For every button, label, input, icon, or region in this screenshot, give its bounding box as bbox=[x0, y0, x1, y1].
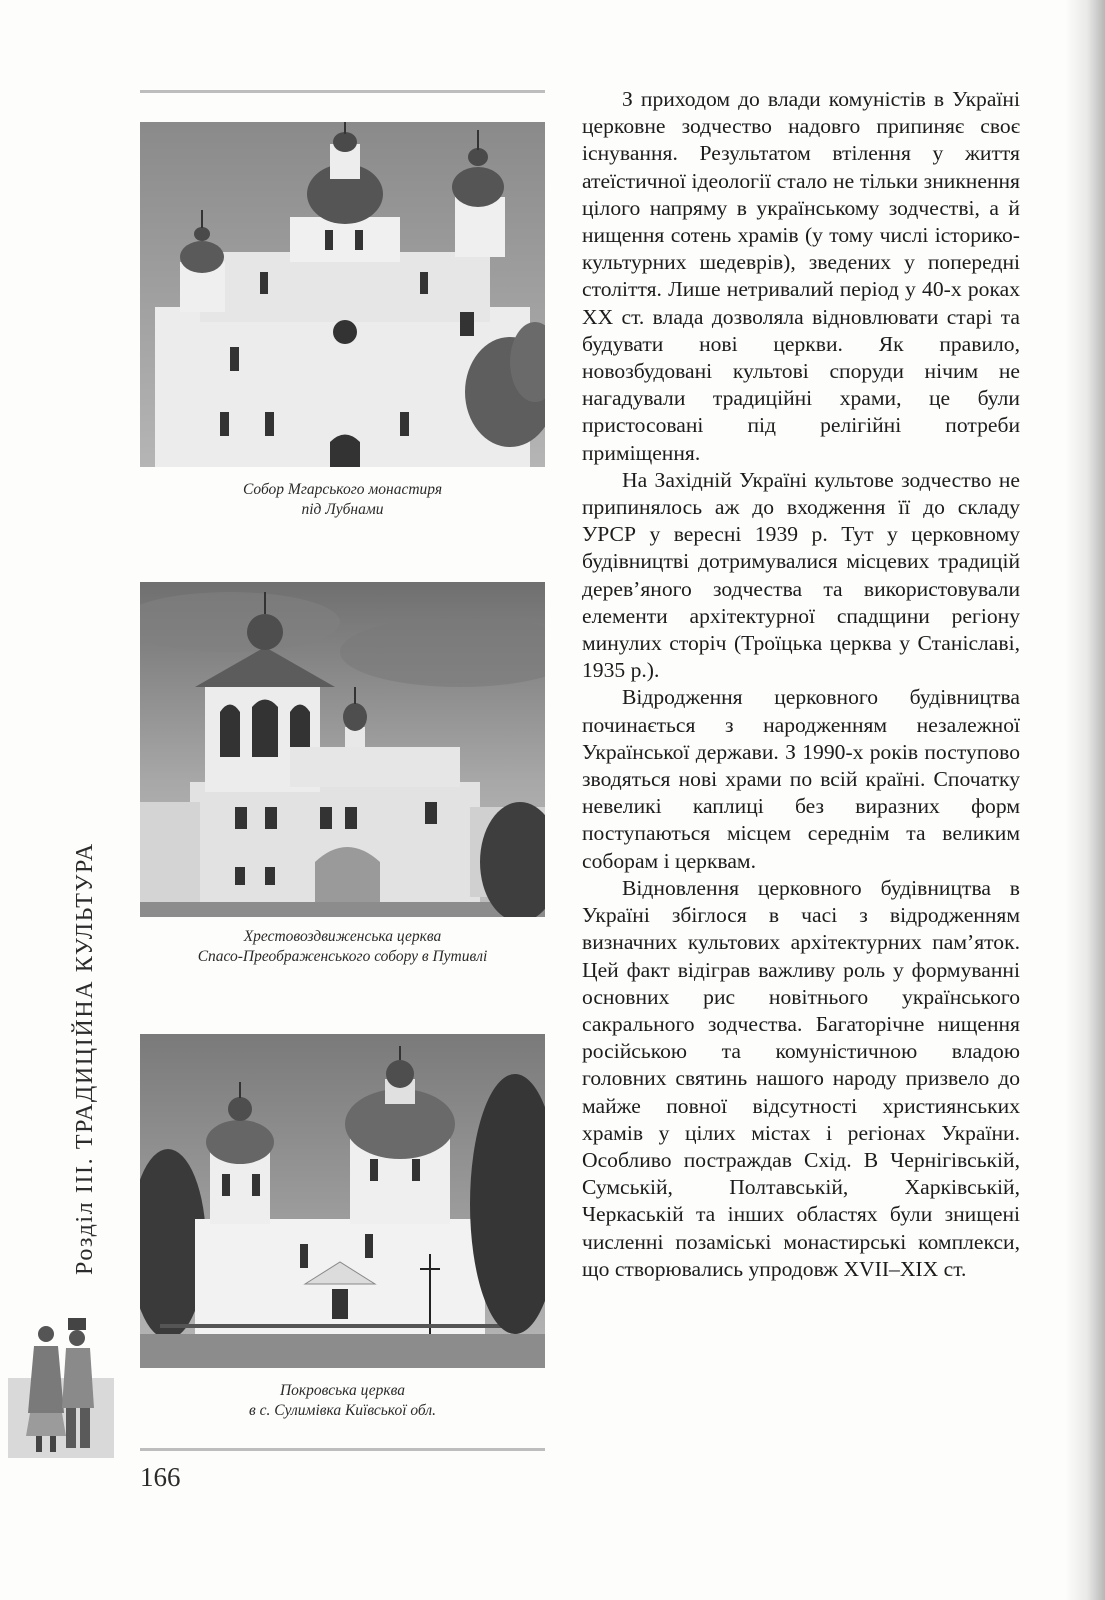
caption-mhar-cathedral bbox=[130, 480, 555, 520]
caption-line: в с. Сулимівка Київської обл. bbox=[249, 1402, 436, 1419]
photo-putyvl-church bbox=[140, 582, 545, 917]
paragraph: З приходом до влади комуністів в Україні церковне зодчество надовго припиняє своє існування. Результатом втілення у життя атеїстичної ідеології стало не тільки зникнення цілого напряму в українському зодчестві, а й нищення сотень храмів (у тому числі історико-культурних шедеврів), зведених у попередні століття. Лише нетривалий період у 40-х роках XX ст. влада дозволяла відновлювати старі та будувати нові церкви. Як правило, новозбудовані культові споруди нічим не нагадували традиційні храми, це були пристосовані під релігійні потреби приміщення. bbox=[582, 87, 1020, 465]
main-text-column bbox=[582, 86, 1020, 1283]
paragraph: На Західній Україні культове зодчество не припинялось аж до входження її до складу УРСР у вересні 1939 р. Тут у церковному будівництві дотримувалися місцевих традицій дерев’яного зодчества та використовували елементи архітектурної спадщини регіону минулих сторіч (Троїцька церква у Станіславі, 1935 р.). bbox=[582, 467, 1020, 683]
caption-line: Хрестовоздвиженська церква bbox=[243, 928, 442, 945]
caption-putyvl-church bbox=[130, 927, 555, 967]
caption-sulymivka-church bbox=[130, 1381, 555, 1421]
church-illustration bbox=[140, 582, 545, 917]
photo-mhar-cathedral bbox=[140, 122, 545, 467]
page-number: 166 bbox=[140, 1462, 181, 1492]
caption-line: Собор Мгарського монастиря bbox=[242, 481, 443, 498]
caption-line: Спасо-Преображенського собору в Путивлі bbox=[197, 948, 488, 965]
folk-figures-ornament bbox=[8, 1318, 114, 1458]
photo-sulymivka-church bbox=[140, 1034, 545, 1368]
bottom-rule bbox=[140, 1448, 545, 1451]
church-illustration bbox=[140, 1034, 545, 1368]
top-rule bbox=[140, 90, 545, 93]
section-heading-vertical: Розділ III. ТРАДИЦІЙНА КУЛЬТУРА bbox=[72, 842, 98, 1275]
caption-line: Покровська церква bbox=[279, 1382, 406, 1399]
paragraph: Відновлення церковного будівництва в Україні збіглося в часі з відродженням визначних культових архітектурних пам’яток. Цей факт відіграв важливу роль у формуванні основних рис новітнього українського сакрального зодчества. Багаторічне нищення російською та комуністичною владою головних святинь нашого народу призвело до майже повної відсутності християнських храмів у цілих містах і регіонах України. Особливо постраждав Схід. В Чернігівській, Сумській, Полтавській, Харківській, Черкаській та інших областях були знищені численні позаміські монастирські комплекси, що створювались упродовж XVII–XIX ст. bbox=[582, 875, 1020, 1281]
cathedral-illustration bbox=[140, 122, 545, 467]
page-edge-shadow bbox=[1065, 0, 1105, 1600]
paragraph: Відродження церковного будівництва починається з народженням незалежної Української держави. З 1990-х років поступово зводяться нові храми по всій країні. Спочатку невеликі каплиці без виразних форм поступаються місцем середнім та великим соборам і церквам. bbox=[582, 685, 1020, 873]
caption-line: під Лубнами bbox=[301, 501, 384, 518]
